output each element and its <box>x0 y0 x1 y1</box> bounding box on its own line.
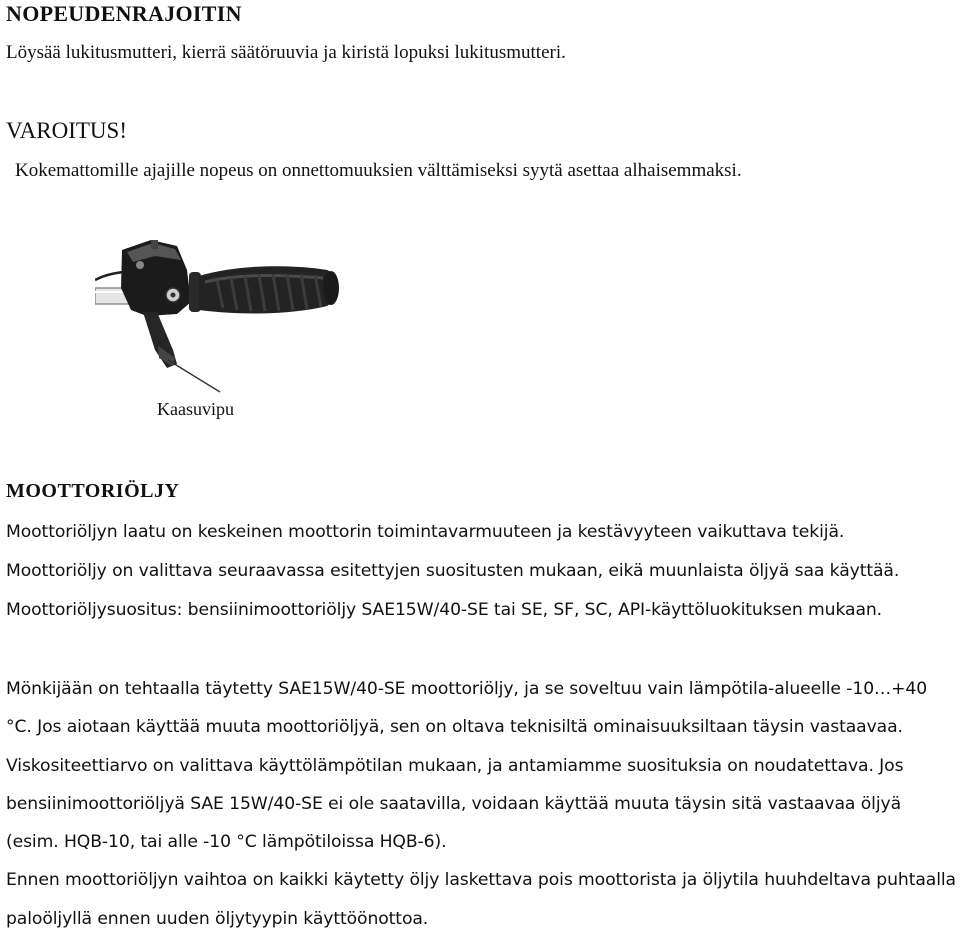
figure-caption: Kaasuvipu <box>157 399 234 419</box>
oil-change-paragraph: Ennen moottoriöljyn vaihtoa on kaikki käytetty öljy laskettava pois moottorista ja öljytila huuhdeltava puhtaalla palоöljyllä ennen uuden öljytyypin käyttöönottoa. <box>6 870 956 929</box>
oil-selection-line: Moottoriöljy on valittava seuraavassa esitettyjen suositusten mukaan, eikä muunlaista öljyä saa käyttää. <box>6 561 900 581</box>
speed-limiter-instruction: Löysää lukitusmutteri, kierrä säätöruuvia ja kiristä lopuksi lukitusmutteri. <box>6 42 566 63</box>
oil-paragraphs <box>6 670 956 938</box>
factory-oil-paragraph: Mönkijään on tehtaalla täytetty SAE15W/40-SE moottoriöljy, ja se soveltuu vain lämpötila-alueelle -10…+40 °C. Jos aiotaan käyttää muuta moottoriöljyä, sen on oltava teknisiltä ominaisuuksiltaan täysin vastaavaa. Viskositeettiarvo on valittava käyttölämpötilan mukaan, ja antamiamme suosituksia on noudatettava. Jos bensiinimoottoriöljyä SAE 15W/40-SE ei ole saatavilla, voidaan käyttää muuta täysin sitä vastaavaa öljyä (esim. HQB-10, tai alle -10 °C lämpötiloissa HQB-6). <box>6 679 928 853</box>
oil-recommendation-line: Moottoriöljysuositus: bensiinimoottoriöljy SAE15W/40-SE tai SE, SF, SC, API-käyttöluokituksen mukaan. <box>6 600 883 620</box>
oil-quality-line: Moottoriöljyn laatu on keskeinen moottorin toimintavarmuuteen ja kestävyyteen vaikuttava tekijä. <box>6 522 845 542</box>
warning-text: Kokemattomille ajajille nopeus on onnettomuuksien välttämiseksi syytä asettaa alhaisemmaksi. <box>15 160 742 181</box>
section-title-engine-oil: MOOTTORIÖLJY <box>6 480 180 502</box>
warning-heading: VAROITUS! <box>6 118 127 143</box>
section-title-speed-limiter: NOPEUDENRAJOITIN <box>6 1 242 26</box>
